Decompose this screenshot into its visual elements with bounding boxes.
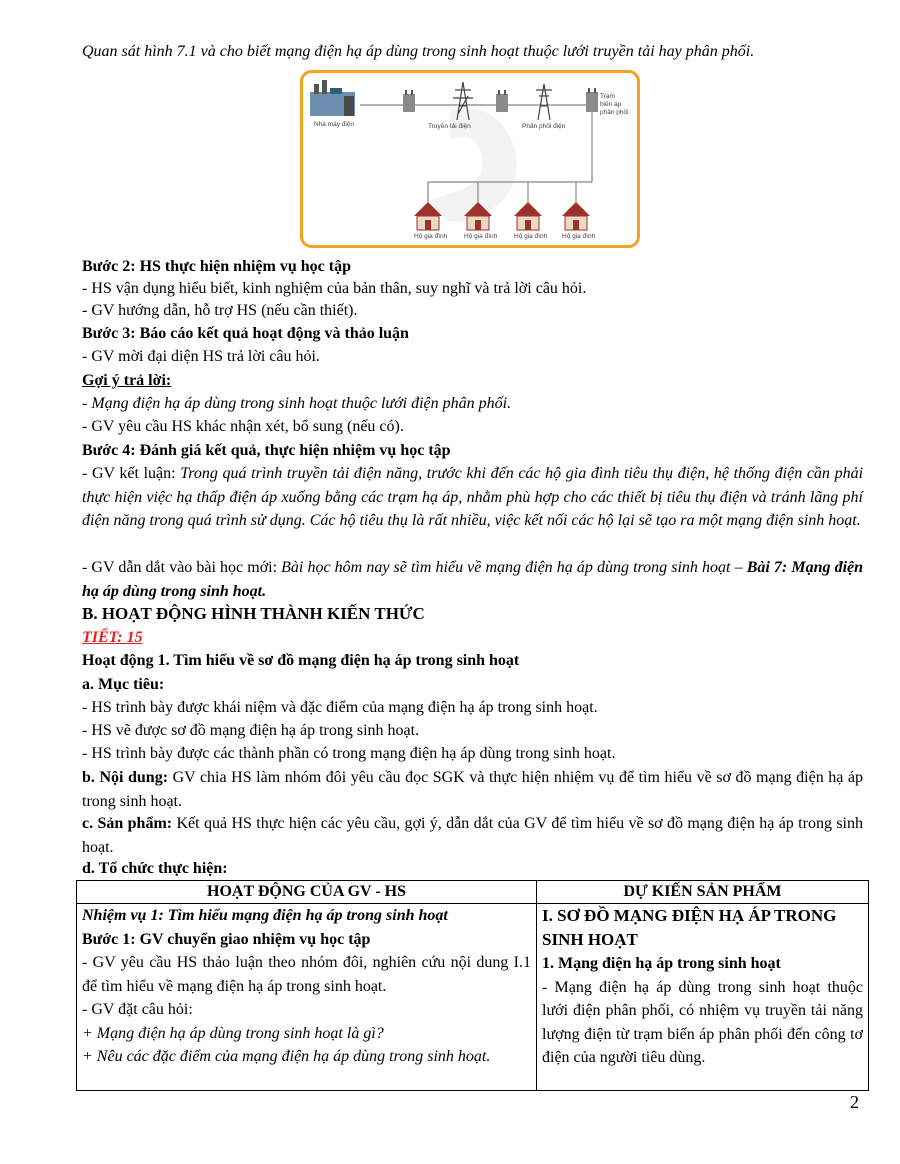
task1-question: + Mạng điện hạ áp dùng trong sinh hoạt là gì?	[82, 1024, 384, 1042]
hint-line: - Mạng điện hạ áp dùng trong sinh hoạt thuộc lưới điện phân phối.	[82, 395, 512, 412]
goal-line: - HS vẽ được sơ đồ mạng điện hạ áp trong sinh hoạt.	[82, 722, 420, 739]
goal-line: - HS trình bày được các thành phần có trong mạng điện hạ áp dùng trong sinh hoạt.	[82, 745, 616, 762]
goal-line: - HS trình bày được khái niệm và đặc điểm của mạng điện hạ áp trong sinh hoạt.	[82, 699, 598, 716]
label-transmission: Truyền tải điện	[428, 123, 471, 130]
label-house: Hộ gia đình	[464, 233, 498, 240]
label-station-3: phân phối	[600, 109, 629, 116]
product-paragraph: c. Sản phẩm: Kết quả HS thực hiện các yêu cầu, gợi ý, dẫn dắt của GV để tìm hiểu về sơ đồ mạng điện hạ áp trong sinh hoạt.	[82, 815, 863, 856]
goal-title: a. Mục tiêu:	[82, 676, 165, 693]
step3-title: Bước 3: Báo cáo kết quả hoạt động và thảo luận	[82, 325, 409, 342]
power-grid-figure	[300, 70, 640, 248]
lesson-lead: - GV dẫn dắt vào bài học mới: Bài học hôm nay sẽ tìm hiểu về mạng điện hạ áp dùng trong sinh hoạt – Bài 7: Mạng điện hạ áp dùng trong sinh hoạt.	[82, 559, 864, 600]
table-header-col1: HOẠT ĐỘNG CỦA GV - HS	[77, 881, 537, 904]
step4-conclusion: - GV kết luận: Trong quá trình truyền tải điện năng, trước khi đến các hộ gia đình tiêu thụ điện, hệ thống điện cần phải thực hiện việc hạ thấp điện áp xuống bằng các trạm hạ áp, nhằm phù hợp cho các thiết bị tiêu thụ điện và tránh lãng phí điện năng trong quá trình sử dụng. Các hộ tiêu thụ là rất nhiều, việc kết nối các hộ lại sẽ tạo ra một mạng điện sinh hoạt.	[82, 465, 864, 529]
org-title: d. Tổ chức thực hiện:	[82, 860, 228, 877]
label-station-1: Trạm	[600, 93, 615, 100]
label-station-2: biến áp	[600, 101, 622, 108]
task1-title: Nhiệm vụ 1: Tìm hiểu mạng điện hạ áp trong sinh hoạt	[82, 907, 448, 924]
step4-title: Bước 4: Đánh giá kết quả, thực hiện nhiệm vụ học tập	[82, 442, 451, 459]
task1-line: - GV đặt câu hỏi:	[82, 1001, 193, 1018]
table-header-col2: DỰ KIẾN SẢN PHẨM	[537, 881, 869, 904]
step2-line: - HS vận dụng hiểu biết, kinh nghiệm của bản thân, suy nghĩ và trả lời câu hỏi.	[82, 280, 587, 297]
label-plant: Nhà máy điện	[314, 121, 355, 128]
page-number: 2	[850, 1092, 859, 1112]
task1-question: + Nêu các đặc điểm của mạng điện hạ áp dùng trong sinh hoạt.	[82, 1048, 491, 1065]
task1-line: - GV yêu cầu HS thảo luận theo nhóm đôi, nghiên cứu nội dung I.1 để tìm hiểu về mạng điện hạ áp trong sinh hoạt.	[82, 954, 531, 995]
activity1-title: Hoạt động 1. Tìm hiểu về sơ đồ mạng điện hạ áp trong sinh hoạt	[82, 652, 520, 669]
product-section-title: I. SƠ ĐỒ MẠNG ĐIỆN HẠ ÁP TRONG SINH HOẠT	[542, 906, 837, 949]
product-text: - Mạng điện hạ áp dùng trong sinh hoạt thuộc lưới điện phân phối, có nhiệm vụ truyền tải năng lượng điện từ trạm biến áp phân phối đến công tơ điện của người tiêu dùng.	[542, 978, 863, 1066]
label-distribution: Phân phối điện	[522, 123, 566, 130]
step3-line: - GV mời đại diện HS trả lời câu hỏi.	[82, 348, 320, 365]
activity-table	[76, 880, 869, 1091]
section-b-title: B. HOẠT ĐỘNG HÌNH THÀNH KIẾN THỨC	[82, 604, 425, 623]
period-label: TIẾT: 15	[82, 629, 143, 646]
table-cell-activities	[77, 904, 537, 1091]
label-house: Hộ gia đình	[514, 233, 548, 240]
hint-title: Gợi ý trả lời:	[82, 372, 172, 389]
product-subtitle: 1. Mạng điện hạ áp trong sinh hoạt	[542, 955, 781, 972]
hint-line: - GV yêu cầu HS khác nhận xét, bổ sung (nếu có).	[82, 418, 404, 435]
content-paragraph: b. Nội dung: GV chia HS làm nhóm đôi yêu cầu đọc SGK và thực hiện nhiệm vụ để tìm hiểu về sơ đồ mạng điện hạ áp trong sinh hoạt.	[82, 769, 863, 810]
table-cell-products	[537, 904, 869, 1091]
label-house: Hộ gia đình	[562, 233, 596, 240]
step2-line: - GV hướng dẫn, hỗ trợ HS (nếu cần thiết).	[82, 302, 358, 319]
label-house: Hộ gia đình	[414, 233, 448, 240]
step2-title: Bước 2: HS thực hiện nhiệm vụ học tập	[82, 258, 351, 275]
task1-step1: Bước 1: GV chuyển giao nhiệm vụ học tập	[82, 930, 371, 948]
intro-question: Quan sát hình 7.1 và cho biết mạng điện hạ áp dùng trong sinh hoạt thuộc lưới truyền tải hay phân phối.	[82, 43, 755, 60]
